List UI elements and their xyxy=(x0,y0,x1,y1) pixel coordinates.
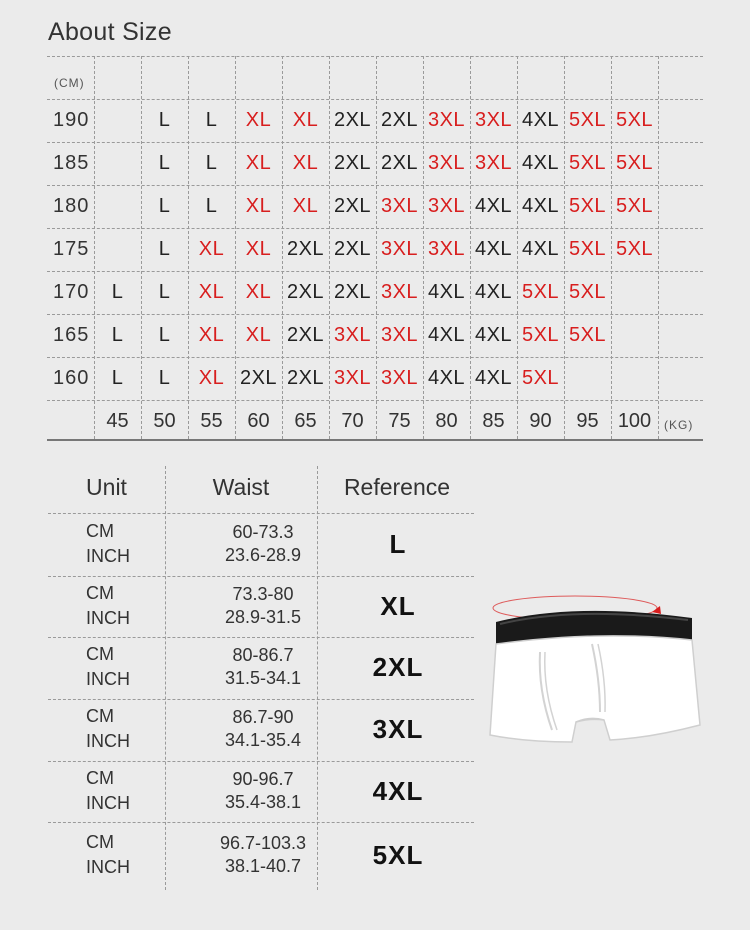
table-divider xyxy=(165,466,166,890)
waist-inch: 28.9-31.5 xyxy=(224,606,302,627)
size-cell: 4XL xyxy=(521,152,560,174)
unit-cm: CM xyxy=(86,520,114,541)
size-cell: 5XL xyxy=(568,324,607,346)
waist-inch: 35.4-38.1 xyxy=(224,791,302,812)
size-cell: 5XL xyxy=(521,281,560,303)
size-cell: 2XL xyxy=(286,281,325,303)
weight-label: 85 xyxy=(482,410,505,432)
size-cell: 2XL xyxy=(380,152,419,174)
waist-inch: 38.1-40.7 xyxy=(224,856,302,876)
unit-cm: CM xyxy=(86,832,114,852)
size-cell: 5XL xyxy=(568,238,607,260)
size-cell: 2XL xyxy=(239,367,278,389)
table-hline xyxy=(48,761,474,762)
size-cell: XL xyxy=(198,281,225,303)
unit-inch: INCH xyxy=(86,731,130,751)
height-label: 180 xyxy=(53,195,90,217)
height-unit-label: (CM) xyxy=(54,76,85,90)
reference-size: XL xyxy=(380,590,416,621)
table-hline xyxy=(48,637,474,638)
weight-label: 95 xyxy=(576,410,599,432)
size-cell: L xyxy=(158,324,171,346)
size-cell: L xyxy=(158,281,171,303)
size-cell: 5XL xyxy=(568,152,607,174)
size-cell: 2XL xyxy=(286,324,325,346)
size-cell: L xyxy=(111,281,124,303)
height-label: 175 xyxy=(53,238,90,260)
size-cell: 2XL xyxy=(333,109,372,131)
size-cell: 3XL xyxy=(474,109,513,131)
table-hline xyxy=(48,822,474,823)
header-reference: Reference xyxy=(343,474,451,500)
weight-label: 90 xyxy=(529,410,552,432)
page-title: About Size xyxy=(48,18,172,46)
size-cell: 5XL xyxy=(615,195,654,217)
size-cell: XL xyxy=(292,152,319,174)
weight-label: 45 xyxy=(106,410,129,432)
unit-inch: INCH xyxy=(86,792,130,813)
size-cell: XL xyxy=(198,367,225,389)
size-cell: L xyxy=(111,324,124,346)
size-cell: XL xyxy=(245,238,272,260)
height-label: 190 xyxy=(53,109,90,131)
size-cell: 3XL xyxy=(380,195,419,217)
size-cell: L xyxy=(205,195,218,217)
size-cell: 4XL xyxy=(474,238,513,260)
size-cell: 3XL xyxy=(380,238,419,260)
reference-size: 2XL xyxy=(372,652,424,682)
weight-label: 60 xyxy=(247,410,270,432)
size-cell: 3XL xyxy=(427,195,466,217)
reference-size: L xyxy=(389,528,407,559)
reference-size: 3XL xyxy=(372,714,424,744)
size-cell: 2XL xyxy=(380,109,419,131)
header-unit: Unit xyxy=(86,474,127,500)
size-cell: XL xyxy=(198,324,225,346)
size-cell: 2XL xyxy=(333,281,372,303)
size-cell: 3XL xyxy=(333,324,372,346)
size-cell: 5XL xyxy=(521,324,560,346)
waist-size-table xyxy=(48,466,474,890)
size-cell: 4XL xyxy=(474,367,513,389)
weight-label: 50 xyxy=(153,410,176,432)
unit-cm: CM xyxy=(86,644,114,664)
waist-cm: 60-73.3 xyxy=(232,521,294,542)
unit-inch: INCH xyxy=(86,669,130,689)
size-cell: 4XL xyxy=(427,367,466,389)
weight-label: 100 xyxy=(617,410,652,432)
size-cell: 5XL xyxy=(615,109,654,131)
size-cell: 3XL xyxy=(427,152,466,174)
size-cell: 5XL xyxy=(568,195,607,217)
table-hline xyxy=(48,699,474,700)
size-cell: 5XL xyxy=(568,281,607,303)
size-cell: 5XL xyxy=(568,109,607,131)
grid-vline xyxy=(658,56,659,439)
unit-inch: INCH xyxy=(86,545,130,566)
size-cell: 4XL xyxy=(521,109,560,131)
size-cell: XL xyxy=(245,152,272,174)
size-cell: 4XL xyxy=(427,324,466,346)
unit-inch: INCH xyxy=(86,857,130,877)
size-cell: XL xyxy=(245,109,272,131)
table-hline xyxy=(48,576,474,577)
size-cell: 2XL xyxy=(333,152,372,174)
size-cell: XL xyxy=(245,324,272,346)
height-label: 170 xyxy=(53,281,90,303)
size-cell: 4XL xyxy=(427,281,466,303)
unit-cm: CM xyxy=(86,706,114,726)
unit-cm: CM xyxy=(86,767,114,788)
reference-size: 4XL xyxy=(372,775,424,806)
unit-inch: INCH xyxy=(86,607,130,628)
size-cell: L xyxy=(158,109,171,131)
size-cell: 3XL xyxy=(380,324,419,346)
size-cell: L xyxy=(158,152,171,174)
size-cell: L xyxy=(205,152,218,174)
size-cell: 2XL xyxy=(333,238,372,260)
size-cell: 3XL xyxy=(427,109,466,131)
size-cell: L xyxy=(158,195,171,217)
header-waist: Waist xyxy=(212,474,270,500)
size-cell: L xyxy=(158,367,171,389)
waist-inch: 34.1-35.4 xyxy=(224,730,302,750)
reference-size: 5XL xyxy=(372,840,424,870)
size-cell: 3XL xyxy=(333,367,372,389)
waist-cm: 86.7-90 xyxy=(232,707,294,727)
waist-cm: 96.7-103.3 xyxy=(219,833,307,853)
size-cell: 3XL xyxy=(474,152,513,174)
size-cell: 4XL xyxy=(474,324,513,346)
weight-label: 75 xyxy=(388,410,411,432)
size-cell: L xyxy=(205,109,218,131)
size-cell: XL xyxy=(245,195,272,217)
size-cell: XL xyxy=(292,195,319,217)
weight-label: 70 xyxy=(341,410,364,432)
size-cell: L xyxy=(111,367,124,389)
size-cell: 5XL xyxy=(521,367,560,389)
size-cell: 5XL xyxy=(615,152,654,174)
size-cell: 2XL xyxy=(286,367,325,389)
size-cell: 3XL xyxy=(380,367,419,389)
waist-inch: 31.5-34.1 xyxy=(224,668,302,688)
size-cell: XL xyxy=(245,281,272,303)
size-grid xyxy=(47,56,703,439)
weight-label: 65 xyxy=(294,410,317,432)
size-cell: 2XL xyxy=(286,238,325,260)
waist-cm: 90-96.7 xyxy=(232,768,294,789)
size-cell: 4XL xyxy=(521,195,560,217)
size-cell: 3XL xyxy=(427,238,466,260)
size-cell: XL xyxy=(292,109,319,131)
size-cell: 5XL xyxy=(615,238,654,260)
waist-cm: 73.3-80 xyxy=(232,583,294,604)
size-cell: 3XL xyxy=(380,281,419,303)
height-label: 185 xyxy=(53,152,90,174)
size-cell: 4XL xyxy=(474,195,513,217)
unit-cm: CM xyxy=(86,582,114,603)
waist-cm: 80-86.7 xyxy=(232,645,294,665)
table-hline xyxy=(48,513,474,514)
weight-label: 80 xyxy=(435,410,458,432)
weight-label: 55 xyxy=(200,410,223,432)
weight-unit-label: (KG) xyxy=(664,418,694,432)
size-cell: 4XL xyxy=(474,281,513,303)
size-cell: 2XL xyxy=(333,195,372,217)
size-cell: 4XL xyxy=(521,238,560,260)
boxer-briefs-waist-measure-icon xyxy=(480,580,730,760)
size-cell: XL xyxy=(198,238,225,260)
grid-hline xyxy=(47,56,703,57)
height-label: 160 xyxy=(53,367,90,389)
waist-inch: 23.6-28.9 xyxy=(224,544,302,565)
height-label: 165 xyxy=(53,324,90,346)
size-cell: L xyxy=(158,238,171,260)
